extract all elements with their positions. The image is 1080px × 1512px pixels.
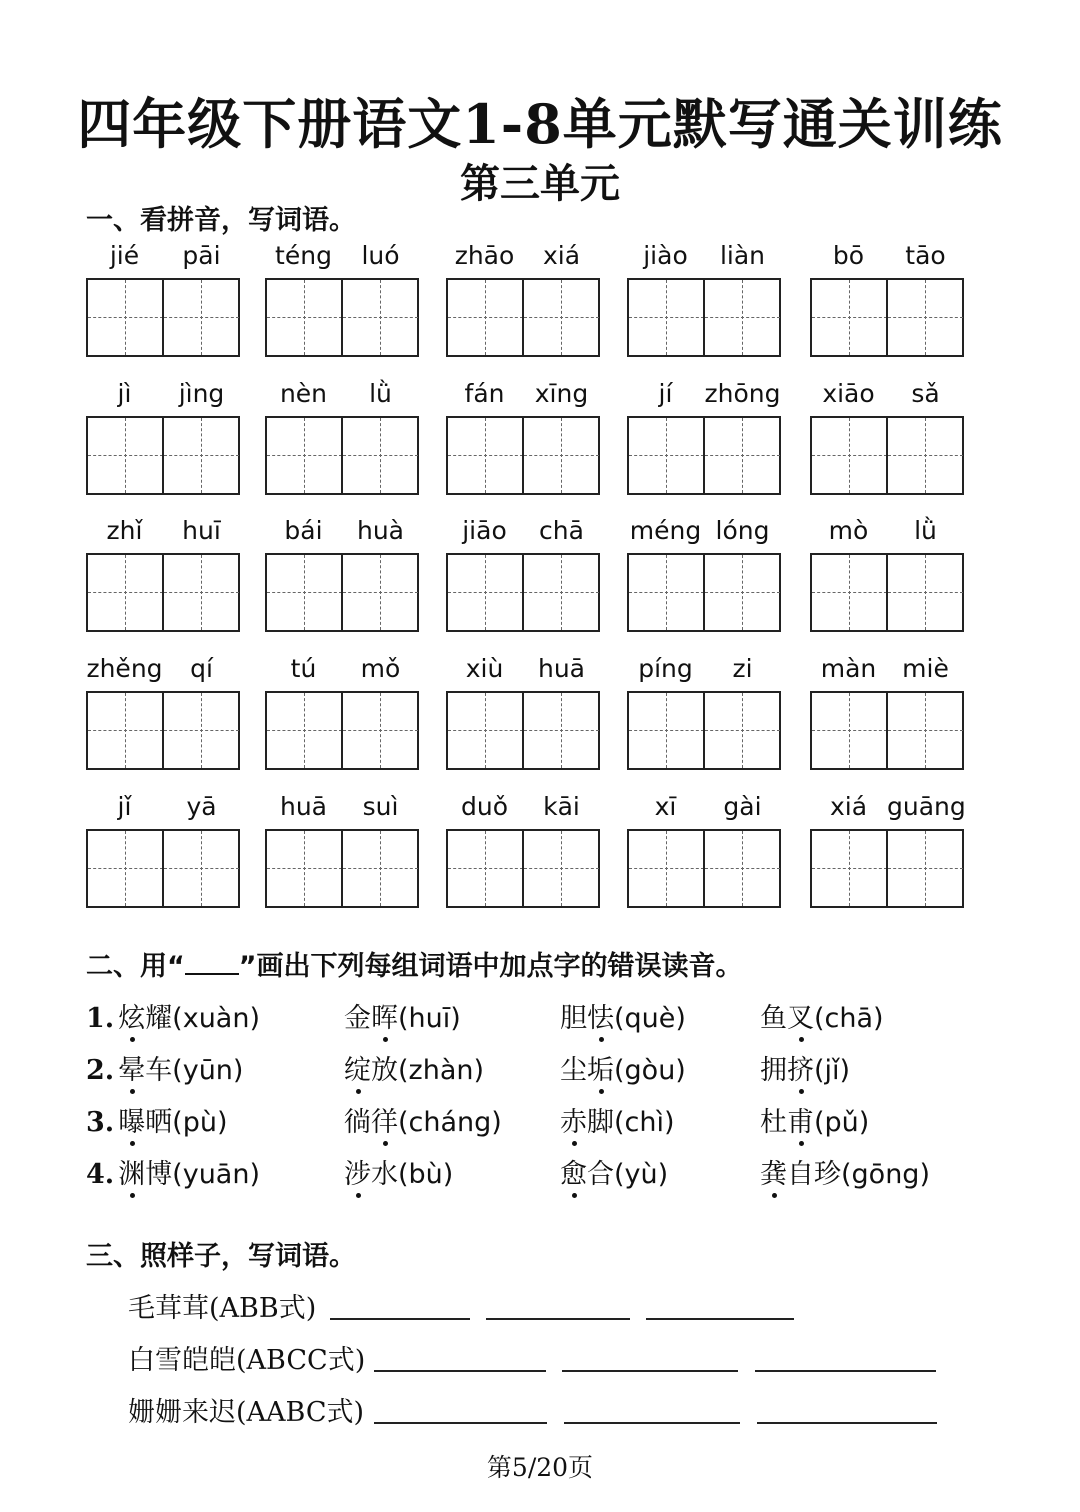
pronunciation-item <box>760 1100 869 1139</box>
pinyin-row <box>446 651 600 687</box>
pinyin-syllable: jǐ <box>117 792 132 821</box>
answer-blank[interactable] <box>330 1318 470 1320</box>
pinyin-row <box>265 513 419 549</box>
pinyin-syllable: méng <box>629 516 702 545</box>
pinyin-syllable: huà <box>356 516 404 545</box>
pronunciation-item <box>560 996 686 1035</box>
writing-box[interactable] <box>812 831 886 906</box>
writing-box[interactable] <box>267 555 341 630</box>
word-cell <box>627 376 781 494</box>
pronunciation-item <box>344 1048 484 1087</box>
tian-grid-boxes <box>446 829 600 908</box>
tian-grid-boxes <box>627 691 781 770</box>
dotted-character: 渊 <box>118 1159 146 1190</box>
pinyin-syllable: suì <box>362 792 399 821</box>
writing-box[interactable] <box>162 831 238 906</box>
writing-box[interactable] <box>267 693 341 768</box>
word-cell <box>627 651 781 769</box>
dotted-character: 愈 <box>560 1159 587 1190</box>
writing-box[interactable] <box>448 555 522 630</box>
writing-box[interactable] <box>448 280 522 355</box>
writing-box[interactable] <box>88 831 162 906</box>
pinyin-syllable: xīng <box>534 379 589 408</box>
writing-box[interactable] <box>267 831 341 906</box>
pinyin-row <box>446 376 600 412</box>
answer-blank[interactable] <box>755 1370 936 1372</box>
pinyin-syllable: bái <box>284 516 323 545</box>
writing-box[interactable] <box>703 418 779 493</box>
word-cell <box>446 376 600 494</box>
word-cell <box>446 651 600 769</box>
tian-grid-boxes <box>627 829 781 908</box>
pinyin-row <box>446 789 600 825</box>
word-rest-and-pinyin: (què) <box>614 1003 686 1034</box>
pinyin-syllable: píng <box>638 654 693 683</box>
pinyin-row <box>810 651 964 687</box>
pronunciation-item <box>344 1100 502 1139</box>
tian-grid-boxes <box>265 691 419 770</box>
pinyin-syllable: luó <box>361 241 400 270</box>
pattern-label: 姗姗来迟(AABC式) <box>128 1397 365 1428</box>
pinyin-row <box>627 513 781 549</box>
pinyin-syllable: jiào <box>643 241 688 270</box>
pattern-label: 毛茸茸(ABB式) <box>128 1293 317 1324</box>
pinyin-row <box>86 651 240 687</box>
pinyin-syllable: lǜ <box>369 379 392 408</box>
writing-box[interactable] <box>162 693 238 768</box>
answer-blank[interactable] <box>564 1422 740 1424</box>
pronunciation-item <box>560 1100 675 1139</box>
word-rest-and-pinyin: 放(zhàn) <box>371 1055 485 1086</box>
word-cell <box>86 789 240 907</box>
pinyin-syllable: huā <box>537 654 585 683</box>
pinyin-row <box>446 513 600 549</box>
word-cell <box>810 789 964 907</box>
word-rest-and-pinyin: 晒(pù) <box>145 1107 228 1138</box>
pinyin-syllable: zhǐ <box>106 516 143 545</box>
section2-heading-post: ”画出下列每组词语中加点字的错误读音。 <box>238 951 743 982</box>
unit-subtitle: 第三单元 <box>460 160 620 207</box>
pinyin-syllable: bō <box>832 241 865 270</box>
underline-sample <box>185 953 239 975</box>
section1-heading: 一、看拼音，写词语。 <box>86 205 356 236</box>
item-number: 1. <box>86 1003 115 1034</box>
pinyin-syllable: jìng <box>178 379 225 408</box>
writing-box[interactable] <box>886 280 962 355</box>
pinyin-syllable: mò <box>828 516 869 545</box>
pinyin-syllable: huī <box>182 516 221 545</box>
pinyin-syllable: jì <box>117 379 132 408</box>
word-rest-and-pinyin: (cháng) <box>398 1107 502 1138</box>
dotted-character: 垢 <box>587 1055 614 1086</box>
pinyin-syllable: lóng <box>715 516 770 545</box>
pinyin-syllable: xiá <box>829 792 868 821</box>
writing-box[interactable] <box>162 555 238 630</box>
writing-box[interactable] <box>886 555 962 630</box>
pronunciation-item <box>560 1152 668 1191</box>
dotted-character: 徉 <box>371 1107 398 1138</box>
pinyin-syllable: fán <box>464 379 505 408</box>
pinyin-syllable: gài <box>723 792 762 821</box>
word-cell <box>265 376 419 494</box>
pronunciation-item <box>86 1152 260 1191</box>
word-cell <box>446 513 600 631</box>
writing-box[interactable] <box>522 693 598 768</box>
writing-box[interactable] <box>812 280 886 355</box>
word-cell <box>265 789 419 907</box>
page-number: 第5/20页 <box>486 1453 594 1482</box>
pinyin-syllable: yā <box>186 792 217 821</box>
dotted-character: 绽 <box>344 1055 371 1086</box>
section3-heading: 三、照样子，写词语。 <box>86 1241 356 1272</box>
pinyin-row <box>810 789 964 825</box>
pinyin-row <box>86 513 240 549</box>
item-number: 4. <box>86 1159 115 1190</box>
tian-grid-boxes <box>446 691 600 770</box>
pinyin-syllable: tāo <box>905 241 946 270</box>
writing-box[interactable] <box>522 280 598 355</box>
word-cell <box>627 789 781 907</box>
answer-blank[interactable] <box>646 1318 794 1320</box>
word-cell <box>810 238 964 356</box>
pinyin-row <box>627 376 781 412</box>
pronunciation-item <box>344 996 461 1035</box>
pinyin-syllable: liàn <box>719 241 766 270</box>
pinyin-row <box>627 238 781 274</box>
dotted-character: 挤 <box>787 1055 814 1086</box>
writing-box[interactable] <box>886 418 962 493</box>
pinyin-row <box>810 513 964 549</box>
item-number: 2. <box>86 1055 115 1086</box>
word-rest-and-pinyin: (jǐ) <box>814 1055 851 1086</box>
dotted-character: 晖 <box>371 1003 398 1034</box>
pattern-label: 白雪皑皑(ABCC式) <box>128 1345 366 1376</box>
writing-box[interactable] <box>703 280 779 355</box>
tian-grid-boxes <box>627 553 781 632</box>
pinyin-syllable: pāi <box>182 241 221 270</box>
pronunciation-item <box>760 1152 930 1191</box>
tian-grid-boxes <box>86 829 240 908</box>
writing-box[interactable] <box>88 693 162 768</box>
pronunciation-item <box>86 1048 243 1087</box>
pinyin-row <box>265 376 419 412</box>
tian-grid-boxes <box>86 278 240 357</box>
pinyin-syllable: xiá <box>542 241 581 270</box>
writing-box[interactable] <box>88 418 162 493</box>
answer-blank[interactable] <box>374 1422 547 1424</box>
tian-grid-boxes <box>446 416 600 495</box>
pattern-example <box>128 1338 365 1377</box>
pinyin-syllable: duǒ <box>460 792 508 821</box>
pinyin-row <box>86 789 240 825</box>
word-rest-and-pinyin: (gòu) <box>614 1055 686 1086</box>
writing-box[interactable] <box>629 831 703 906</box>
word-prefix: 尘 <box>560 1055 587 1086</box>
pinyin-row <box>810 376 964 412</box>
tian-grid-boxes <box>810 691 964 770</box>
pinyin-syllable: kāi <box>543 792 580 821</box>
word-prefix: 鱼 <box>760 1003 787 1034</box>
dotted-character: 晕 <box>118 1055 146 1086</box>
word-rest-and-pinyin: (huī) <box>398 1003 461 1034</box>
pinyin-syllable: mǒ <box>360 654 401 683</box>
tian-grid-boxes <box>810 829 964 908</box>
tian-grid-boxes <box>810 278 964 357</box>
writing-box[interactable] <box>88 555 162 630</box>
tian-grid-boxes <box>446 553 600 632</box>
word-cell <box>446 789 600 907</box>
dotted-character: 赤 <box>560 1107 587 1138</box>
pinyin-row <box>627 789 781 825</box>
answer-blank[interactable] <box>757 1422 937 1424</box>
answer-blank[interactable] <box>562 1370 738 1372</box>
word-cell <box>86 376 240 494</box>
word-cell <box>810 513 964 631</box>
tian-grid-boxes <box>810 416 964 495</box>
pinyin-syllable: màn <box>820 654 877 683</box>
word-rest-and-pinyin: 脚(chì) <box>587 1107 675 1138</box>
writing-box[interactable] <box>448 418 522 493</box>
writing-box[interactable] <box>341 831 417 906</box>
word-prefix: 徜 <box>344 1107 371 1138</box>
writing-box[interactable] <box>703 555 779 630</box>
pinyin-syllable: jiāo <box>462 516 507 545</box>
tian-grid-boxes <box>627 278 781 357</box>
tian-grid-boxes <box>446 278 600 357</box>
pinyin-syllable: zi <box>732 654 753 683</box>
word-rest-and-pinyin: 合(yù) <box>587 1159 669 1190</box>
tian-grid-boxes <box>810 553 964 632</box>
pinyin-syllable: téng <box>275 241 332 270</box>
word-rest-and-pinyin: 耀(xuàn) <box>145 1003 261 1034</box>
pinyin-row <box>86 376 240 412</box>
pronunciation-item <box>760 996 884 1035</box>
writing-box[interactable] <box>522 555 598 630</box>
word-prefix: 杜 <box>760 1107 787 1138</box>
writing-box[interactable] <box>267 280 341 355</box>
writing-box[interactable] <box>812 693 886 768</box>
pattern-example <box>128 1390 364 1429</box>
writing-box[interactable] <box>886 693 962 768</box>
tian-grid-boxes <box>627 416 781 495</box>
dotted-character: 怯 <box>587 1003 614 1034</box>
word-rest-and-pinyin: 自珍(gōng) <box>787 1159 930 1190</box>
writing-box[interactable] <box>267 418 341 493</box>
item-number: 3. <box>86 1107 115 1138</box>
dotted-character: 炫 <box>118 1003 146 1034</box>
word-prefix: 胆 <box>560 1003 587 1034</box>
word-cell <box>627 238 781 356</box>
pinyin-syllable: zhāo <box>454 241 515 270</box>
writing-box[interactable] <box>522 831 598 906</box>
pinyin-row <box>810 238 964 274</box>
pinyin-syllable: jí <box>658 379 673 408</box>
tian-grid-boxes <box>265 416 419 495</box>
word-cell <box>86 513 240 631</box>
section2-heading <box>86 944 743 983</box>
word-cell <box>446 238 600 356</box>
writing-box[interactable] <box>703 831 779 906</box>
pinyin-syllable: nèn <box>279 379 328 408</box>
pronunciation-item <box>344 1152 453 1191</box>
word-prefix: 金 <box>344 1003 371 1034</box>
pinyin-row <box>265 651 419 687</box>
pinyin-syllable: lǜ <box>914 516 937 545</box>
pinyin-row <box>86 238 240 274</box>
pinyin-syllable: chā <box>539 516 584 545</box>
word-rest-and-pinyin: (pǔ) <box>814 1107 870 1138</box>
writing-box[interactable] <box>629 280 703 355</box>
writing-box[interactable] <box>522 418 598 493</box>
pinyin-syllable: guāng <box>887 792 966 821</box>
word-cell <box>86 651 240 769</box>
tian-grid-boxes <box>265 829 419 908</box>
pronunciation-item <box>760 1048 850 1087</box>
writing-box[interactable] <box>886 831 962 906</box>
writing-box[interactable] <box>812 555 886 630</box>
pinyin-row <box>265 238 419 274</box>
section2-heading-pre: 二、用“ <box>86 951 185 982</box>
pinyin-syllable: tú <box>290 654 317 683</box>
dotted-character: 叉 <box>787 1003 814 1034</box>
tian-grid-boxes <box>265 553 419 632</box>
writing-box[interactable] <box>162 418 238 493</box>
writing-box[interactable] <box>629 418 703 493</box>
writing-box[interactable] <box>703 693 779 768</box>
pinyin-syllable: huā <box>279 792 327 821</box>
pronunciation-item <box>560 1048 686 1087</box>
answer-blank[interactable] <box>486 1318 630 1320</box>
writing-box[interactable] <box>812 418 886 493</box>
writing-box[interactable] <box>341 280 417 355</box>
writing-box[interactable] <box>448 831 522 906</box>
word-rest-and-pinyin: 水(bù) <box>371 1159 454 1190</box>
word-prefix: 拥 <box>760 1055 787 1086</box>
writing-box[interactable] <box>341 418 417 493</box>
word-rest-and-pinyin: (chā) <box>814 1003 884 1034</box>
writing-box[interactable] <box>448 693 522 768</box>
pinyin-row <box>265 789 419 825</box>
writing-box[interactable] <box>162 280 238 355</box>
dotted-character: 涉 <box>344 1159 371 1190</box>
word-cell <box>265 513 419 631</box>
tian-grid-boxes <box>86 691 240 770</box>
writing-box[interactable] <box>629 555 703 630</box>
word-cell <box>265 651 419 769</box>
pinyin-syllable: zhěng <box>86 654 163 683</box>
word-cell <box>810 651 964 769</box>
pinyin-syllable: xī <box>654 792 677 821</box>
pronunciation-item <box>86 1100 228 1139</box>
tian-grid-boxes <box>86 416 240 495</box>
pinyin-syllable: qí <box>190 654 213 683</box>
dotted-character: 甫 <box>787 1107 814 1138</box>
writing-box[interactable] <box>341 555 417 630</box>
pronunciation-item <box>86 996 260 1035</box>
page-title: 四年级下册语文1-8单元默写通关训练 <box>77 92 1003 156</box>
writing-box[interactable] <box>88 280 162 355</box>
answer-blank[interactable] <box>374 1370 546 1372</box>
pinyin-row <box>627 651 781 687</box>
pinyin-syllable: xiù <box>465 654 504 683</box>
word-rest-and-pinyin: 车(yūn) <box>145 1055 244 1086</box>
word-cell <box>265 238 419 356</box>
pinyin-syllable: zhōng <box>704 379 781 408</box>
word-cell <box>810 376 964 494</box>
pinyin-syllable: miè <box>902 654 949 683</box>
pinyin-row <box>446 238 600 274</box>
dotted-character: 曝 <box>118 1107 146 1138</box>
word-cell <box>86 238 240 356</box>
tian-grid-boxes <box>86 553 240 632</box>
word-cell <box>627 513 781 631</box>
tian-grid-boxes <box>265 278 419 357</box>
writing-box[interactable] <box>341 693 417 768</box>
pinyin-syllable: jié <box>109 241 140 270</box>
pattern-example <box>128 1286 316 1325</box>
pinyin-syllable: sǎ <box>911 379 940 408</box>
word-rest-and-pinyin: 博(yuān) <box>145 1159 261 1190</box>
dotted-character: 龚 <box>760 1159 787 1190</box>
writing-box[interactable] <box>629 693 703 768</box>
pinyin-syllable: xiāo <box>822 379 875 408</box>
